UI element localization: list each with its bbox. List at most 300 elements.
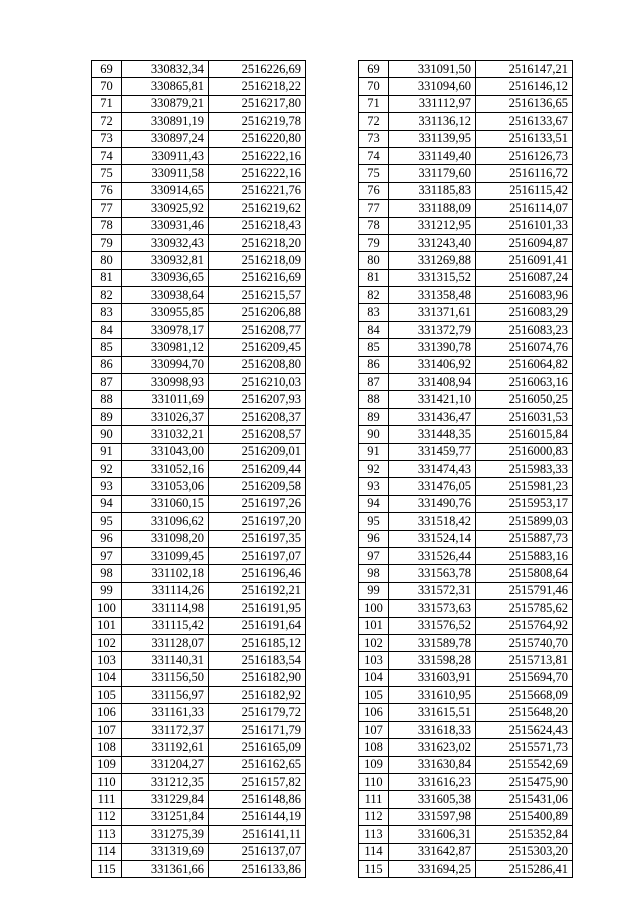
point-number-cell: 90: [92, 426, 122, 443]
x-coordinate-cell: 331102,18: [122, 565, 209, 582]
point-number-cell: 95: [359, 513, 389, 530]
y-coordinate-cell: 2515808,64: [476, 565, 573, 582]
table-row: [359, 547, 573, 564]
x-coordinate-cell: 330938,64: [122, 287, 209, 304]
x-coordinate-cell: 331136,12: [389, 113, 476, 130]
table-row: [359, 600, 573, 617]
table-row: [92, 130, 306, 147]
point-number-cell: 69: [359, 61, 389, 78]
point-number-cell: 101: [359, 617, 389, 634]
y-coordinate-cell: 2516063,16: [476, 374, 573, 391]
x-coordinate-cell: 330998,93: [122, 374, 209, 391]
point-number-cell: 114: [92, 843, 122, 860]
point-number-cell: 112: [92, 808, 122, 825]
y-coordinate-cell: 2516101,33: [476, 217, 573, 234]
y-coordinate-cell: 2516192,21: [209, 582, 306, 599]
y-coordinate-cell: 2516222,16: [209, 147, 306, 164]
y-coordinate-cell: 2516116,72: [476, 165, 573, 182]
x-coordinate-cell: 331474,43: [389, 460, 476, 477]
y-coordinate-cell: 2516147,21: [476, 61, 573, 78]
x-coordinate-cell: 331094,60: [389, 78, 476, 95]
x-coordinate-cell: 331251,84: [122, 808, 209, 825]
point-number-cell: 74: [92, 147, 122, 164]
table-row: [359, 252, 573, 269]
x-coordinate-cell: 331563,78: [389, 565, 476, 582]
point-number-cell: 106: [92, 704, 122, 721]
x-coordinate-cell: 331630,84: [389, 756, 476, 773]
y-coordinate-cell: 2516141,11: [209, 826, 306, 843]
point-number-cell: 94: [359, 495, 389, 512]
y-coordinate-cell: 2516219,78: [209, 113, 306, 130]
table-row: [92, 582, 306, 599]
y-coordinate-cell: 2515542,69: [476, 756, 573, 773]
point-number-cell: 76: [359, 182, 389, 199]
x-coordinate-cell: 331618,33: [389, 721, 476, 738]
table-row: [359, 478, 573, 495]
y-coordinate-cell: 2516165,09: [209, 739, 306, 756]
x-coordinate-cell: 331408,94: [389, 374, 476, 391]
y-coordinate-cell: 2516148,86: [209, 791, 306, 808]
coordinate-table-right: [358, 60, 573, 878]
x-coordinate-cell: 331606,31: [389, 826, 476, 843]
table-row: [92, 513, 306, 530]
table-row: [359, 495, 573, 512]
point-number-cell: 92: [92, 460, 122, 477]
x-coordinate-cell: 331172,37: [122, 721, 209, 738]
point-number-cell: 71: [359, 95, 389, 112]
point-number-cell: 112: [359, 808, 389, 825]
point-number-cell: 110: [92, 774, 122, 791]
x-coordinate-cell: 331052,16: [122, 460, 209, 477]
table-row: [359, 321, 573, 338]
table-row: [92, 391, 306, 408]
point-number-cell: 93: [92, 478, 122, 495]
table-row: [359, 617, 573, 634]
point-number-cell: 99: [359, 582, 389, 599]
table-row: [92, 652, 306, 669]
point-number-cell: 110: [359, 774, 389, 791]
table-row: [359, 739, 573, 756]
x-coordinate-cell: 331421,10: [389, 391, 476, 408]
x-coordinate-cell: 330897,24: [122, 130, 209, 147]
x-coordinate-cell: 331597,98: [389, 808, 476, 825]
point-number-cell: 108: [359, 739, 389, 756]
point-number-cell: 75: [359, 165, 389, 182]
point-number-cell: 73: [92, 130, 122, 147]
x-coordinate-cell: 331243,40: [389, 234, 476, 251]
x-coordinate-cell: 331098,20: [122, 530, 209, 547]
x-coordinate-cell: 330925,92: [122, 200, 209, 217]
table-body: [92, 61, 306, 878]
x-coordinate-cell: 330865,81: [122, 78, 209, 95]
x-coordinate-cell: 331615,51: [389, 704, 476, 721]
point-number-cell: 92: [359, 460, 389, 477]
point-number-cell: 95: [92, 513, 122, 530]
point-number-cell: 84: [92, 321, 122, 338]
y-coordinate-cell: 2516218,43: [209, 217, 306, 234]
y-coordinate-cell: 2515400,89: [476, 808, 573, 825]
point-number-cell: 75: [92, 165, 122, 182]
table-row: [92, 843, 306, 860]
y-coordinate-cell: 2516146,12: [476, 78, 573, 95]
y-coordinate-cell: 2515764,92: [476, 617, 573, 634]
point-number-cell: 82: [92, 287, 122, 304]
point-number-cell: 102: [92, 634, 122, 651]
point-number-cell: 115: [359, 860, 389, 877]
x-coordinate-cell: 331179,60: [389, 165, 476, 182]
point-number-cell: 80: [92, 252, 122, 269]
point-number-cell: 101: [92, 617, 122, 634]
x-coordinate-cell: 330911,43: [122, 147, 209, 164]
x-coordinate-cell: 331358,48: [389, 287, 476, 304]
point-number-cell: 103: [92, 652, 122, 669]
table-row: [359, 356, 573, 373]
y-coordinate-cell: 2516219,62: [209, 200, 306, 217]
y-coordinate-cell: 2515899,03: [476, 513, 573, 530]
table-row: [359, 147, 573, 164]
point-number-cell: 86: [359, 356, 389, 373]
table-row: [92, 374, 306, 391]
table-row: [359, 95, 573, 112]
point-number-cell: 93: [359, 478, 389, 495]
y-coordinate-cell: 2516137,07: [209, 843, 306, 860]
y-coordinate-cell: 2515668,09: [476, 687, 573, 704]
point-number-cell: 99: [92, 582, 122, 599]
table-row: [92, 78, 306, 95]
x-coordinate-cell: 331099,45: [122, 547, 209, 564]
x-coordinate-cell: 331188,09: [389, 200, 476, 217]
table-row: [359, 843, 573, 860]
y-coordinate-cell: 2516191,64: [209, 617, 306, 634]
x-coordinate-cell: 331573,63: [389, 600, 476, 617]
y-coordinate-cell: 2516179,72: [209, 704, 306, 721]
x-coordinate-cell: 331115,42: [122, 617, 209, 634]
x-coordinate-cell: 331091,50: [389, 61, 476, 78]
point-number-cell: 86: [92, 356, 122, 373]
point-number-cell: 90: [359, 426, 389, 443]
y-coordinate-cell: 2516217,80: [209, 95, 306, 112]
table-row: [92, 669, 306, 686]
y-coordinate-cell: 2516015,84: [476, 426, 573, 443]
x-coordinate-cell: 331694,25: [389, 860, 476, 877]
point-number-cell: 115: [92, 860, 122, 877]
y-coordinate-cell: 2516087,24: [476, 269, 573, 286]
table-row: [359, 687, 573, 704]
table-row: [359, 269, 573, 286]
x-coordinate-cell: 330978,17: [122, 321, 209, 338]
y-coordinate-cell: 2516094,87: [476, 234, 573, 251]
x-coordinate-cell: 331096,62: [122, 513, 209, 530]
y-coordinate-cell: 2515475,90: [476, 774, 573, 791]
y-coordinate-cell: 2516114,07: [476, 200, 573, 217]
table-row: [92, 95, 306, 112]
table-row: [359, 165, 573, 182]
table-row: [92, 687, 306, 704]
y-coordinate-cell: 2515883,16: [476, 547, 573, 564]
y-coordinate-cell: 2516185,12: [209, 634, 306, 651]
x-coordinate-cell: 331204,27: [122, 756, 209, 773]
point-number-cell: 71: [92, 95, 122, 112]
y-coordinate-cell: 2515713,81: [476, 652, 573, 669]
table-row: [359, 78, 573, 95]
y-coordinate-cell: 2515624,43: [476, 721, 573, 738]
point-number-cell: 109: [359, 756, 389, 773]
y-coordinate-cell: 2516206,88: [209, 304, 306, 321]
x-coordinate-cell: 331156,50: [122, 669, 209, 686]
point-number-cell: 72: [92, 113, 122, 130]
x-coordinate-cell: 331114,98: [122, 600, 209, 617]
point-number-cell: 88: [359, 391, 389, 408]
x-coordinate-cell: 331140,31: [122, 652, 209, 669]
point-number-cell: 81: [92, 269, 122, 286]
y-coordinate-cell: 2516050,25: [476, 391, 573, 408]
x-coordinate-cell: 331642,87: [389, 843, 476, 860]
x-coordinate-cell: 331526,44: [389, 547, 476, 564]
table-row: [92, 547, 306, 564]
y-coordinate-cell: 2516218,22: [209, 78, 306, 95]
y-coordinate-cell: 2516226,69: [209, 61, 306, 78]
table-row: [92, 600, 306, 617]
table-row: [92, 860, 306, 877]
x-coordinate-cell: 331598,28: [389, 652, 476, 669]
y-coordinate-cell: 2516074,76: [476, 339, 573, 356]
point-number-cell: 91: [92, 443, 122, 460]
x-coordinate-cell: 331572,31: [389, 582, 476, 599]
table-row: [92, 826, 306, 843]
point-number-cell: 91: [359, 443, 389, 460]
table-row: [92, 165, 306, 182]
x-coordinate-cell: 331060,15: [122, 495, 209, 512]
x-coordinate-cell: 331192,61: [122, 739, 209, 756]
x-coordinate-cell: 331319,69: [122, 843, 209, 860]
table-row: [359, 443, 573, 460]
table-row: [92, 426, 306, 443]
table-row: [92, 495, 306, 512]
point-number-cell: 78: [92, 217, 122, 234]
y-coordinate-cell: 2515981,23: [476, 478, 573, 495]
y-coordinate-cell: 2516208,37: [209, 408, 306, 425]
x-coordinate-cell: 331616,23: [389, 774, 476, 791]
x-coordinate-cell: 331490,76: [389, 495, 476, 512]
x-coordinate-cell: 330994,70: [122, 356, 209, 373]
point-number-cell: 85: [359, 339, 389, 356]
point-number-cell: 87: [359, 374, 389, 391]
point-number-cell: 111: [92, 791, 122, 808]
y-coordinate-cell: 2515983,33: [476, 460, 573, 477]
table-row: [92, 634, 306, 651]
x-coordinate-cell: 331610,95: [389, 687, 476, 704]
point-number-cell: 97: [359, 547, 389, 564]
x-coordinate-cell: 331436,47: [389, 408, 476, 425]
x-coordinate-cell: 331269,88: [389, 252, 476, 269]
x-coordinate-cell: 330932,81: [122, 252, 209, 269]
point-number-cell: 96: [92, 530, 122, 547]
x-coordinate-cell: 331053,06: [122, 478, 209, 495]
point-number-cell: 98: [359, 565, 389, 582]
table-row: [359, 808, 573, 825]
table-row: [92, 304, 306, 321]
point-number-cell: 104: [92, 669, 122, 686]
table-row: [359, 200, 573, 217]
table-row: [92, 200, 306, 217]
x-coordinate-cell: 330914,65: [122, 182, 209, 199]
y-coordinate-cell: 2516133,86: [209, 860, 306, 877]
x-coordinate-cell: 330891,19: [122, 113, 209, 130]
y-coordinate-cell: 2516133,67: [476, 113, 573, 130]
y-coordinate-cell: 2516218,20: [209, 234, 306, 251]
y-coordinate-cell: 2515286,41: [476, 860, 573, 877]
y-coordinate-cell: 2516171,79: [209, 721, 306, 738]
y-coordinate-cell: 2515887,73: [476, 530, 573, 547]
y-coordinate-cell: 2516126,73: [476, 147, 573, 164]
table-row: [92, 113, 306, 130]
y-coordinate-cell: 2516208,80: [209, 356, 306, 373]
table-row: [92, 721, 306, 738]
y-coordinate-cell: 2516216,69: [209, 269, 306, 286]
point-number-cell: 77: [359, 200, 389, 217]
point-number-cell: 98: [92, 565, 122, 582]
table-row: [92, 791, 306, 808]
table-row: [92, 269, 306, 286]
point-number-cell: 104: [359, 669, 389, 686]
y-coordinate-cell: 2515694,70: [476, 669, 573, 686]
x-coordinate-cell: 331372,79: [389, 321, 476, 338]
y-coordinate-cell: 2515648,20: [476, 704, 573, 721]
x-coordinate-cell: 331576,52: [389, 617, 476, 634]
x-coordinate-cell: 331361,66: [122, 860, 209, 877]
y-coordinate-cell: 2516196,46: [209, 565, 306, 582]
point-number-cell: 94: [92, 495, 122, 512]
table-row: [92, 460, 306, 477]
x-coordinate-cell: 331524,14: [389, 530, 476, 547]
point-number-cell: 107: [92, 721, 122, 738]
y-coordinate-cell: 2516083,29: [476, 304, 573, 321]
table-row: [359, 860, 573, 877]
y-coordinate-cell: 2515303,20: [476, 843, 573, 860]
y-coordinate-cell: 2516144,19: [209, 808, 306, 825]
table-row: [359, 652, 573, 669]
x-coordinate-cell: 330932,43: [122, 234, 209, 251]
x-coordinate-cell: 331026,37: [122, 408, 209, 425]
table-row: [92, 565, 306, 582]
table-row: [359, 130, 573, 147]
table-row: [92, 530, 306, 547]
x-coordinate-cell: 331518,42: [389, 513, 476, 530]
y-coordinate-cell: 2516115,42: [476, 182, 573, 199]
point-number-cell: 70: [359, 78, 389, 95]
x-coordinate-cell: 331212,95: [389, 217, 476, 234]
point-number-cell: 113: [92, 826, 122, 843]
x-coordinate-cell: 331623,02: [389, 739, 476, 756]
table-row: [359, 182, 573, 199]
point-number-cell: 82: [359, 287, 389, 304]
y-coordinate-cell: 2516197,07: [209, 547, 306, 564]
y-coordinate-cell: 2515431,06: [476, 791, 573, 808]
x-coordinate-cell: 330911,58: [122, 165, 209, 182]
y-coordinate-cell: 2516083,96: [476, 287, 573, 304]
table-row: [359, 704, 573, 721]
point-number-cell: 103: [359, 652, 389, 669]
point-number-cell: 100: [92, 600, 122, 617]
table-row: [359, 774, 573, 791]
point-number-cell: 74: [359, 147, 389, 164]
y-coordinate-cell: 2516197,35: [209, 530, 306, 547]
x-coordinate-cell: 331032,21: [122, 426, 209, 443]
point-number-cell: 97: [92, 547, 122, 564]
y-coordinate-cell: 2516208,57: [209, 426, 306, 443]
point-number-cell: 80: [359, 252, 389, 269]
x-coordinate-cell: 330981,12: [122, 339, 209, 356]
table-row: [359, 756, 573, 773]
y-coordinate-cell: 2515953,17: [476, 495, 573, 512]
point-number-cell: 83: [359, 304, 389, 321]
point-number-cell: 89: [359, 408, 389, 425]
x-coordinate-cell: 331476,05: [389, 478, 476, 495]
table-row: [359, 721, 573, 738]
x-coordinate-cell: 330931,46: [122, 217, 209, 234]
x-coordinate-cell: 331112,97: [389, 95, 476, 112]
table-row: [92, 321, 306, 338]
x-coordinate-cell: 331043,00: [122, 443, 209, 460]
x-coordinate-cell: 331139,95: [389, 130, 476, 147]
point-number-cell: 107: [359, 721, 389, 738]
table-row: [359, 374, 573, 391]
x-coordinate-cell: 331229,84: [122, 791, 209, 808]
x-coordinate-cell: 331128,07: [122, 634, 209, 651]
x-coordinate-cell: 331114,26: [122, 582, 209, 599]
table-row: [92, 234, 306, 251]
coordinate-table-left: [91, 60, 306, 878]
x-coordinate-cell: 331156,97: [122, 687, 209, 704]
point-number-cell: 72: [359, 113, 389, 130]
point-number-cell: 81: [359, 269, 389, 286]
y-coordinate-cell: 2516218,09: [209, 252, 306, 269]
point-number-cell: 79: [92, 234, 122, 251]
point-number-cell: 108: [92, 739, 122, 756]
point-number-cell: 77: [92, 200, 122, 217]
point-number-cell: 105: [359, 687, 389, 704]
y-coordinate-cell: 2516136,65: [476, 95, 573, 112]
y-coordinate-cell: 2516064,82: [476, 356, 573, 373]
y-coordinate-cell: 2516157,82: [209, 774, 306, 791]
table-row: [359, 530, 573, 547]
table-row: [359, 113, 573, 130]
table-row: [92, 61, 306, 78]
point-number-cell: 106: [359, 704, 389, 721]
table-row: [359, 408, 573, 425]
x-coordinate-cell: 331406,92: [389, 356, 476, 373]
y-coordinate-cell: 2516209,01: [209, 443, 306, 460]
table-row: [92, 443, 306, 460]
y-coordinate-cell: 2516209,45: [209, 339, 306, 356]
table-row: [92, 756, 306, 773]
point-number-cell: 89: [92, 408, 122, 425]
y-coordinate-cell: 2516210,03: [209, 374, 306, 391]
x-coordinate-cell: 331448,35: [389, 426, 476, 443]
point-number-cell: 76: [92, 182, 122, 199]
y-coordinate-cell: 2516182,92: [209, 687, 306, 704]
table-row: [359, 391, 573, 408]
table-row: [359, 304, 573, 321]
point-number-cell: 83: [92, 304, 122, 321]
y-coordinate-cell: 2516191,95: [209, 600, 306, 617]
y-coordinate-cell: 2516215,57: [209, 287, 306, 304]
table-row: [92, 704, 306, 721]
table-row: [359, 217, 573, 234]
point-number-cell: 111: [359, 791, 389, 808]
y-coordinate-cell: 2516000,83: [476, 443, 573, 460]
x-coordinate-cell: 330879,21: [122, 95, 209, 112]
